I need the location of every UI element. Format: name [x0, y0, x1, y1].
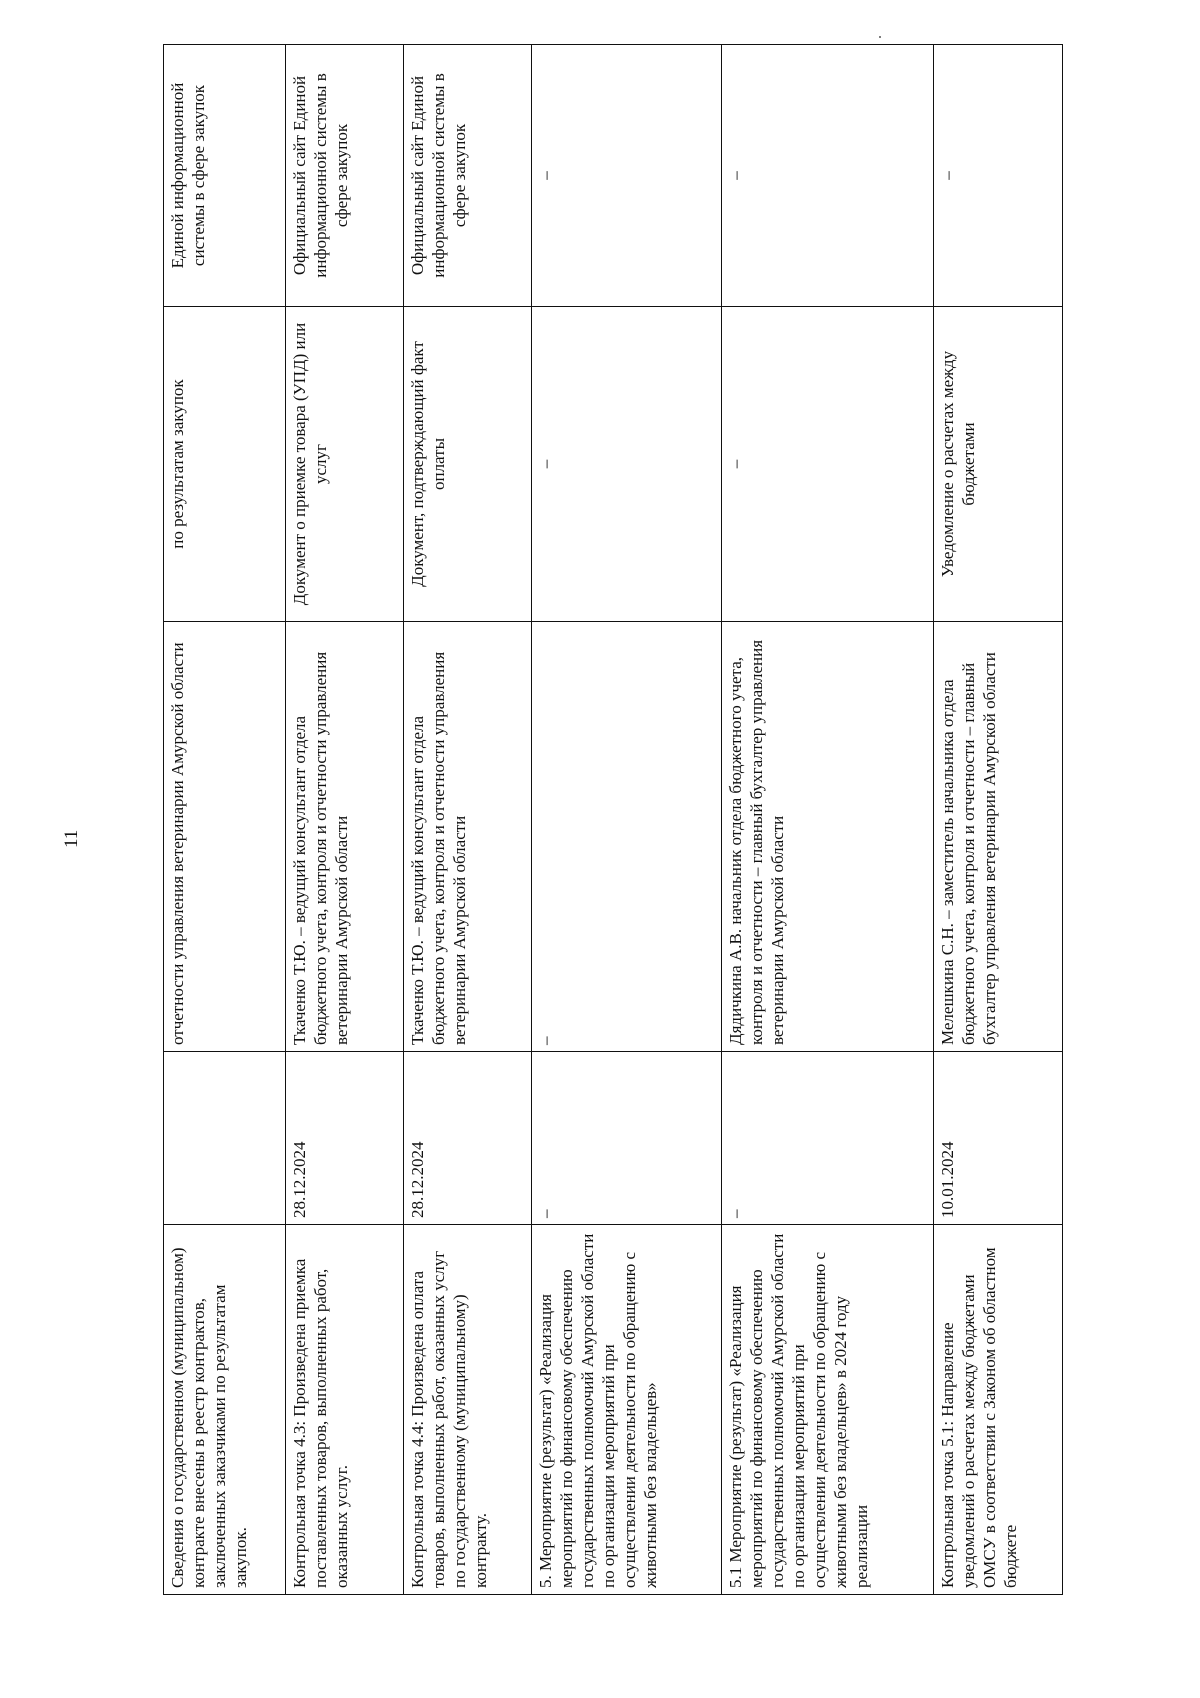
cell-date: 10.01.2024	[934, 1052, 1063, 1225]
table-row	[722, 45, 934, 1595]
cell-info-system: Официальный сайт Единой информационной системы в сфере закупок	[404, 45, 532, 307]
table-row	[532, 45, 722, 1595]
cell-document: Документ, подтверждающий факт оплаты	[404, 307, 532, 622]
plan-table	[163, 44, 1063, 1595]
cell-document: –	[532, 307, 722, 622]
table-row	[404, 45, 532, 1595]
cell-responsible: Мелешкина С.Н. – заместитель начальника отдела бюджетного учета, контроля и отчетности – главный бухгалтер управления ветеринарии Амурской области	[934, 622, 1063, 1052]
cell-date	[164, 1052, 286, 1225]
scan-artifact-dot	[879, 36, 881, 38]
cell-document: –	[722, 307, 934, 622]
cell-measure-name: Контрольная точка 4.4: Произведена оплата товаров, выполненных работ, оказанных услуг по государственному (муниципальному) контракту.	[404, 1225, 532, 1595]
table-row	[164, 45, 286, 1595]
cell-measure-name: 5. Мероприятие (результат) «Реализация мероприятий по финансовому обеспечению государственных полномочий Амурской области по организации мероприятий при осуществлении деятельности по обращению с животными без владельцев»	[532, 1225, 722, 1595]
cell-info-system: –	[532, 45, 722, 307]
cell-responsible: отчетности управления ветеринарии Амурской области	[164, 622, 286, 1052]
rotated-table-container	[163, 45, 1063, 1595]
cell-measure-name: Контрольная точка 4.3: Произведена приемка поставленных товаров, выполненных работ, оказанных услуг.	[286, 1225, 404, 1595]
cell-date: 28.12.2024	[286, 1052, 404, 1225]
cell-info-system: –	[722, 45, 934, 307]
cell-date: 28.12.2024	[404, 1052, 532, 1225]
table-row	[286, 45, 404, 1595]
cell-measure-name: Контрольная точка 5.1: Направление уведомлений о расчетах между бюджетами ОМСУ в соответствии с Законом об областном бюджете	[934, 1225, 1063, 1595]
cell-date: –	[532, 1052, 722, 1225]
cell-document: по результатам закупок	[164, 307, 286, 622]
cell-measure-name: Сведения о государственном (муниципальном) контракте внесены в реестр контрактов, заключенных заказчиками по результатам закупок.	[164, 1225, 286, 1595]
cell-info-system: Официальный сайт Единой информационной системы в сфере закупок	[286, 45, 404, 307]
cell-document: Уведомление о расчетах между бюджетами	[934, 307, 1063, 622]
cell-date: –	[722, 1052, 934, 1225]
cell-document: Документ о приемке товара (УПД) или услуг	[286, 307, 404, 622]
cell-responsible: –	[532, 622, 722, 1052]
cell-responsible: Ткаченко Т.Ю. – ведущий консультант отдела бюджетного учета, контроля и отчетности управления ветеринарии Амурской области	[404, 622, 532, 1052]
cell-info-system: –	[934, 45, 1063, 307]
cell-measure-name: 5.1 Мероприятие (результат) «Реализация мероприятий по финансовому обеспечению государственных полномочий Амурской области по организации мероприятий при осуществлении деятельности по обращению с животными без владельцев» в 2024 году реализации	[722, 1225, 934, 1595]
cell-info-system: Единой информационной системы в сфере закупок	[164, 45, 286, 307]
cell-responsible: Дядичкина А.В. начальник отдела бюджетного учета, контроля и отчетности – главный бухгалтер управления ветеринарии Амурской области	[722, 622, 934, 1052]
table-row	[934, 45, 1063, 1595]
cell-responsible: Ткаченко Т.Ю. – ведущий консультант отдела бюджетного учета, контроля и отчетности управления ветеринарии Амурской области	[286, 622, 404, 1052]
page-number: 11	[61, 829, 82, 848]
